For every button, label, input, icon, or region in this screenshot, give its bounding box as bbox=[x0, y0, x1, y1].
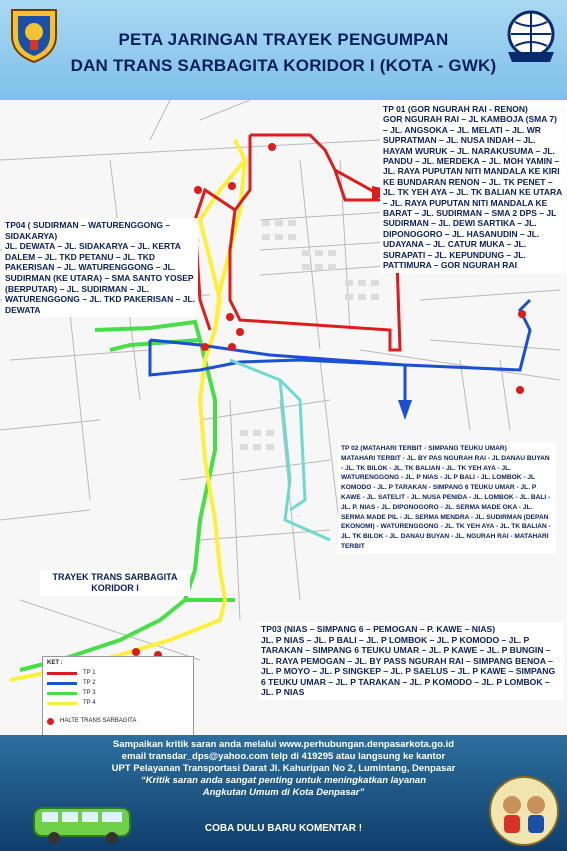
legend-line-green bbox=[47, 692, 77, 695]
mascot-icon bbox=[488, 775, 560, 847]
tp03-route-box bbox=[258, 622, 564, 700]
footer-slogan: COBA DULU BARU KOMENTAR ! bbox=[204, 823, 363, 834]
koridor-label: TRAYEK TRANS SARBAGITA KORIDOR I bbox=[52, 572, 178, 593]
route-tp01-line bbox=[195, 135, 400, 350]
tp03-heading: TP03 (NIAS – SIMPANG 6 – PEMOGAN – P. KAWE – NIAS) bbox=[261, 624, 496, 634]
footer-line-2: email transdar_dps@yahoo.com telp di 419295 atau langsung ke kantor bbox=[121, 751, 446, 762]
tp01-description: GOR NGURAH RAI – JL KAMBOJA (SMA 7) – JL. ANGSOKA – JL. MELATI – JL. WR SUPRATMAN – JL. NUSA INDAH – JL. HAYAM WURUK – JL. NARAKUSUMA – JL. PANDU – JL. MERDEKA – JL. MOH YAMIN – JL. RAYA PUPUTAN NITI MANDALA KE KIRI KE BUNDARAN RENON – JL. TK PENET – JL. TK YEH AYA – JL. TK BALIAN KE UTARA – JL. RAYA PUPUTAN NITI MANDALA KE BARAT – JL. SUDIRMAN – SMA 2 DPS – JL SUDIRMAN – JL. DEWI SARTIKA – JL. DIPONOGORO – JL. HASANUDIN – JL. UDAYANA – JL. CATUR MUKA – JL. SURAPATI – JL. KEPUNDUNG – JL. PATTIMURA – GOR NGURAH RAI bbox=[383, 114, 562, 271]
title-line-2: DAN TRANS SARBAGITA KORIDOR I (KOTA - GWK) bbox=[70, 56, 497, 75]
tp04-route-box bbox=[2, 218, 198, 317]
legend-title: KET : bbox=[47, 660, 63, 666]
legend-label: TP 3 bbox=[83, 690, 96, 696]
globe-transport-logo-icon bbox=[500, 6, 562, 66]
legend-line-blue bbox=[47, 682, 77, 685]
legend-label: TP 4 bbox=[83, 700, 96, 706]
tp04-description: JL. DEWATA – JL. SIDAKARYA – JL. KERTA DALEM – JL. TKD PETANU – JL. TKD PAKERISAN – JL. WATURENGGONG – JL. SUDIRMAN (KE UTARA) – SMA SANTO YOSEP (BERPUTAR) – JL. SUDIRMAN – JL. WATURENGGONG – JL. TKD PAKERISAN – JL. DEWATA bbox=[5, 241, 196, 315]
footer-line-1: Sampaikan kritik saran anda melalui www.perhubungan.denpasarkota.go.id bbox=[112, 739, 455, 750]
tp01-route-box bbox=[380, 102, 566, 273]
koridor-label-box bbox=[40, 570, 190, 596]
halte-dot-icon bbox=[47, 718, 54, 725]
footer-line-5: Angkutan Umum di Kota Denpasar” bbox=[202, 787, 365, 798]
legend-label: HALTE TRANS SARBAGITA bbox=[60, 718, 137, 724]
legend-label: TP 2 bbox=[83, 680, 96, 686]
tp04-heading: TP04 ( SUDIRMAN – WATURENGGONG – SIDAKARYA) bbox=[5, 220, 171, 241]
legend-line-yellow bbox=[47, 702, 77, 705]
title-line-1: PETA JARINGAN TRAYEK PENGUMPAN bbox=[118, 30, 449, 49]
tp01-heading: TP 01 (GOR NGURAH RAI - RENON) bbox=[383, 104, 528, 114]
map-legend bbox=[42, 656, 194, 735]
legend-item-tp3 bbox=[47, 689, 96, 697]
legend-item-tp4 bbox=[47, 699, 96, 707]
tp02-arrow-icon bbox=[398, 400, 412, 420]
route-map bbox=[0, 100, 567, 735]
tp02-description: MATAHARI TERBIT - JL. BY PAS NGURAH RAI - JL DANAU BUYAN - JL. TK BILOK - JL. TK BALIAN - JL. TK YEH AYA - JL. WATURENGGONG - JL. P NIAS - JL P BALI - JL. LOMBOK - JL KOMODO - JL. P TARAKAN - SIMPANG 6 TEUKU UMAR - JL. P KAWE - JL. SATELIT - JL. NUSA PENIDA - JL. LOMBOK - JL. BALI - JL. P. NIAS - JL. DIPONOGORO - JL. SERMA MADE OKA - JL. SERMA MADE PIL - JL. SERMA MENDRA - JL. SUDIRMAN (DEPAN EKONOMI) - WATURENGGONG - JL. TK YEH AYA - JL. TK BALIAN - JL. TK BILOK - JL. DANAU BUYAN - JL. NGURAH RAI - MATAHARI TERBIT bbox=[341, 454, 551, 550]
tp03-description: JL. P NIAS – JL. P BALI – JL. P LOMBOK – JL. P KOMODO – JL. P TARAKAN – SIMPANG 6 TEUKU UMAR – JL. P KAWE – JL. P BUNGIN – JL. RAYA PEMOGAN – JL. BY PASS NGURAH RAI – SIMPANG BENOA – JL. P MOYO – JL. P SINGKEP – JL. P SAELUS – JL. P KAWE – SIMPANG 6 TEUKU UMAR – JL. P TARAKAN – JL. P KOMODO – JL. P LOMBOK – JL. P NIAS bbox=[261, 634, 556, 697]
tp02-route-box bbox=[338, 442, 556, 554]
bus-icon bbox=[28, 800, 138, 845]
footer-line-3: UPT Pelayanan Transportasi Darat Jl. Kahuripan No 2, Lumintang, Denpasar bbox=[111, 763, 456, 774]
footer-line-4: “Kritik saran anda sangat penting untuk meningkatkan layanan bbox=[140, 775, 427, 786]
legend-line-red bbox=[47, 672, 77, 675]
tp02-heading: TP 02 (MATAHARI TERBIT - SIMPANG TEUKU UMAR) bbox=[341, 445, 507, 452]
legend-item-tp1 bbox=[47, 669, 96, 677]
header bbox=[0, 0, 567, 100]
legend-label: TP 1 bbox=[83, 670, 96, 676]
legend-item-halte bbox=[47, 717, 136, 725]
legend-item-tp2 bbox=[47, 679, 96, 687]
